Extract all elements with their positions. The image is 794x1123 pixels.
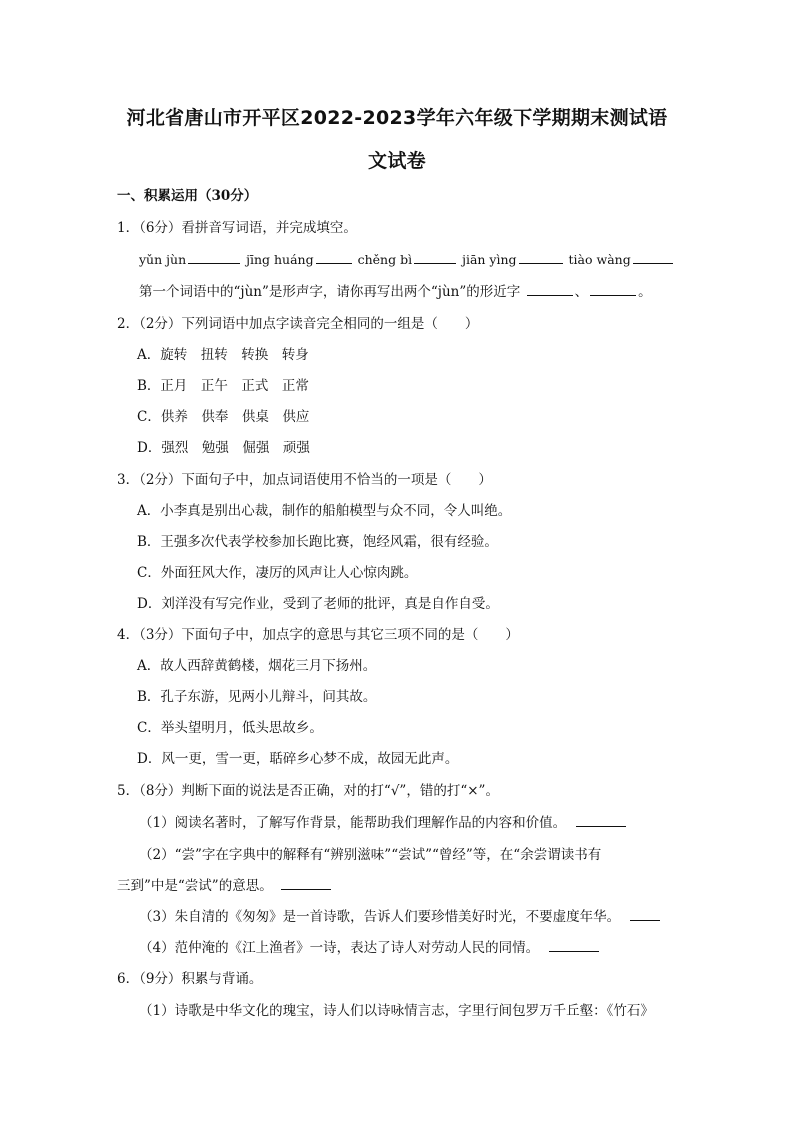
answer-blank[interactable] <box>590 282 636 296</box>
question-5-item-3 <box>139 907 709 927</box>
answer-blank[interactable] <box>281 876 331 890</box>
answer-blank[interactable] <box>519 250 563 264</box>
answer-blank[interactable] <box>414 250 456 264</box>
question-6-stem: 6．（9分）积累与背诵。 <box>117 971 263 987</box>
question-5-item-4 <box>139 938 709 958</box>
period: 。 <box>638 284 652 300</box>
section-heading: 一、积累运用（30分） <box>117 188 258 204</box>
question-1-sub <box>139 282 709 302</box>
question-1-sub-text: 第一个词语中的“jùn”是形声字，请你再写出两个“jùn”的形近字 <box>139 284 521 300</box>
question-3-option-a: A．小李真是别出心裁，制作的船舶模型与众不同，令人叫绝。 <box>137 503 512 519</box>
question-2-option-d: D．强烈 勉强 倔强 顽强 <box>137 440 310 456</box>
pinyin-2: jīng huáng <box>246 252 314 267</box>
pinyin-3: chěng bì <box>357 252 413 267</box>
question-4-option-a: A．故人西辞黄鹤楼，烟花三月下扬州。 <box>137 658 377 674</box>
item-text: （1）阅读名著时，了解写作背景，能帮助我们理解作品的内容和价值。 <box>139 815 567 831</box>
answer-blank[interactable] <box>633 250 673 264</box>
question-2-option-c: C．供养 供奉 供桌 供应 <box>137 409 310 425</box>
answer-blank[interactable] <box>316 250 352 264</box>
pinyin-row <box>139 250 709 270</box>
separator: 、 <box>574 284 589 300</box>
question-4-option-b: B．孔子东游，见两小儿辩斗，问其故。 <box>137 689 377 705</box>
question-5-item-2: （2）“尝”字在字典中的解释有“辨别滋味”“尝试”“曾经”等，在“余尝谓读书有 <box>139 847 602 863</box>
item-text: （3）朱自清的《匆匆》是一首诗歌，告诉人们要珍惜美好时光，不要虚度年华。 <box>139 909 621 925</box>
pinyin-4: jiān yìng <box>462 252 517 267</box>
question-5-stem: 5．（8分）判断下面的说法是否正确，对的打“√”，错的打“×”。 <box>117 783 499 799</box>
question-4-stem: 4．（3分）下面句子中，加点字的意思与其它三项不同的是（ ） <box>117 627 519 643</box>
question-5-item-2-cont <box>117 876 687 896</box>
question-2-stem: 2．（2分）下列词语中加点字读音完全相同的一组是（ ） <box>117 316 479 332</box>
answer-blank[interactable] <box>188 250 240 264</box>
answer-blank[interactable] <box>630 907 660 921</box>
question-5-item-1 <box>139 813 709 833</box>
question-3-option-d: D．刘洋没有写完作业，受到了老师的批评，真是自作自受。 <box>137 596 499 612</box>
question-3-option-c: C．外面狂风大作，凄厉的风声让人心惊肉跳。 <box>137 565 418 581</box>
item-text: （4）范仲淹的《江上渔者》一诗，表达了诗人对劳动人民的同情。 <box>139 940 540 956</box>
item-text: 三到”中是“尝试”的意思。 <box>117 878 273 894</box>
question-4-option-c: C．举头望明月，低头思故乡。 <box>137 720 323 736</box>
question-3-option-b: B．王强多次代表学校参加长跑比赛，饱经风霜，很有经验。 <box>137 534 498 550</box>
pinyin-5: tiào wàng <box>568 252 631 267</box>
question-4-option-d: D．风一更，雪一更，聒碎乡心梦不成，故园无此声。 <box>137 751 459 767</box>
answer-blank[interactable] <box>527 282 573 296</box>
question-1-stem: 1．（6分）看拼音写词语，并完成填空。 <box>117 220 357 236</box>
question-2-option-a: A．旋转 扭转 转换 转身 <box>137 347 309 363</box>
question-2-option-b: B．正月 正午 正式 正常 <box>137 378 309 394</box>
question-6-item-1: （1）诗歌是中华文化的瑰宝，诗人们以诗咏情言志，字里行间包罗万千丘壑：《竹石》 <box>139 1003 654 1019</box>
exam-title-line1: 河北省唐山市开平区2022-2023学年六年级下学期期末测试语 <box>126 107 668 129</box>
answer-blank[interactable] <box>549 938 599 952</box>
answer-blank[interactable] <box>576 813 626 827</box>
question-3-stem: 3．（2分）下面句子中，加点词语使用不恰当的一项是（ ） <box>117 472 492 488</box>
pinyin-1: yǔn jùn <box>139 252 187 267</box>
exam-title-line2: 文试卷 <box>368 150 426 172</box>
